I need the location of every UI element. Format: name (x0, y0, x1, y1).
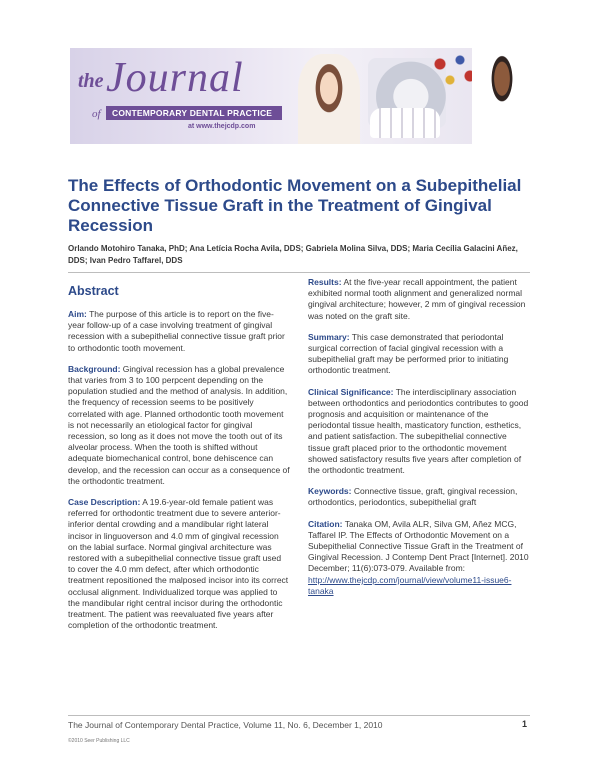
citation-paragraph (308, 519, 530, 597)
aim-text: The purpose of this article is to report on the five-year follow-up of a case involving treatment of gingival recession with a subepithelial connective tissue graft prior to orthodontic tooth movement. (68, 309, 285, 353)
background-label: Background: (68, 363, 121, 374)
background-paragraph (68, 364, 290, 487)
article-title: The Effects of Orthodontic Movement on a Subepithelial Connective Tissue Graft in the Treatment of Gingival Recession (68, 176, 522, 235)
abstract-heading: Abstract (68, 284, 119, 298)
background-text: Gingival recession has a global prevalence that varies from 3 to 100 perpcent depending on the population studied and the method of analysis. In addition, the frequency of recession seems to be positively correlated with age. Planned orthodontic tooth movement is not necessarily an etiological factor for gingival recession, so long as it does not move the tooth out of its alveolar process. When the tooth is shifted without adequate biomechanical control, bone dehiscence can develop, and the recession can occur as a consequence of the orthodontic treatment. (68, 363, 290, 486)
case-description-label: Case Description: (68, 497, 141, 508)
aim-paragraph (68, 309, 290, 354)
footer-copyright: ©2010 Seer Publishing LLC (68, 738, 130, 744)
citation-link[interactable]: http://www.thejcdp.com/journal/view/volume11-issue6-tanaka (308, 574, 512, 596)
masthead-photo-dentist (298, 54, 360, 144)
logo-of: of (92, 108, 101, 120)
logo-the: the (78, 70, 104, 92)
masthead-photo-doctor (472, 48, 532, 144)
clinical-significance-text: The interdisciplinary association between orthodontics and periodontics contributes to good prognosis and acquisition or maintenance of the periodontal tissue health, masticatory function, esthetics, and patient satisfaction. The subepithelial connective tissue graft placed prior to the orthodontic movement showed satisfactory results five years after completion of the orthodontic treatment. (308, 386, 529, 476)
summary-paragraph (308, 332, 530, 377)
results-paragraph (308, 277, 530, 322)
footer-divider (68, 715, 530, 716)
article-authors: Orlando Motohiro Tanaka, PhD; Ana Letícia Rocha Avila, DDS; Gabriela Molina Silva, DDS; Maria Cecília Galacini Añez, DDS; Ivan Pedro Taffarel, DDS (68, 244, 518, 265)
logo-journal: Journal (106, 55, 244, 101)
results-label: Results: (308, 277, 342, 287)
case-description-paragraph (68, 497, 290, 631)
journal-masthead-banner (70, 48, 532, 144)
results-text: At the five-year recall appointment, the patient exhibited normal tooth alignment and generalized normal gingival architecture; however, 2 mm of gingival recession was noted on the graft site. (308, 277, 526, 321)
left-column (68, 283, 290, 641)
summary-label: Summary: (308, 331, 350, 342)
right-column (308, 277, 530, 607)
footer-journal-line: The Journal of Contemporary Dental Practice, Volume 11, No. 6, December 1, 2010 (68, 720, 383, 730)
citation-text: Tanaka OM, Avila ALR, Silva GM, Añez MCG, Taffarel IP. The Effects of Orthodontic Movement on a Subepithelial Connective Tissue Graft in the Treatment of Gingival Recession. J Contemp Dent Pract [Internet]. 2010 December; 11(6):073-079. Available from: (308, 518, 529, 574)
logo-subtitle-bar: CONTEMPORARY DENTAL PRACTICE (106, 106, 282, 120)
clinical-significance-label: Clinical Significance: (308, 386, 394, 397)
keywords-paragraph (308, 486, 530, 508)
keywords-label: Keywords: (308, 486, 352, 497)
masthead-teeth-graphic (370, 108, 440, 138)
header-divider (68, 272, 530, 273)
citation-label: Citation: (308, 518, 343, 529)
summary-text: This case demonstrated that periodontal surgical correction of facial gingival recession with a subepithelial graft may be performed prior to initiating orthodontic treatment. (308, 331, 509, 376)
aim-label: Aim: (68, 309, 87, 319)
case-description-text: A 19.6-year-old female patient was referred for orthodontic treatment due to severe anterior-inferior dental crowding and a mandibular right lateral incisor in linguoverson and 4.0 mm of gingival recession on the labial surface. Normal gingival architecture was restored with a subepithelial connective tissue graft used to cover the 4.0 mm defect, after which orthodontic treatment repositioned the malposed incisor into its correct occlusal alignment. Individualized torque was applied to the mandibular right central incisor during the orthodontic treatment. The patient was reevaluated five years after completion of the orthodontic treatment. (68, 497, 289, 631)
page-number: 1 (522, 719, 528, 729)
keywords-text: Connective tissue, graft, gingival recession, orthodontics, periodontics, subepithelial graft (308, 486, 518, 508)
logo-url: at www.thejcdp.com (188, 123, 256, 130)
clinical-significance-paragraph (308, 387, 530, 477)
